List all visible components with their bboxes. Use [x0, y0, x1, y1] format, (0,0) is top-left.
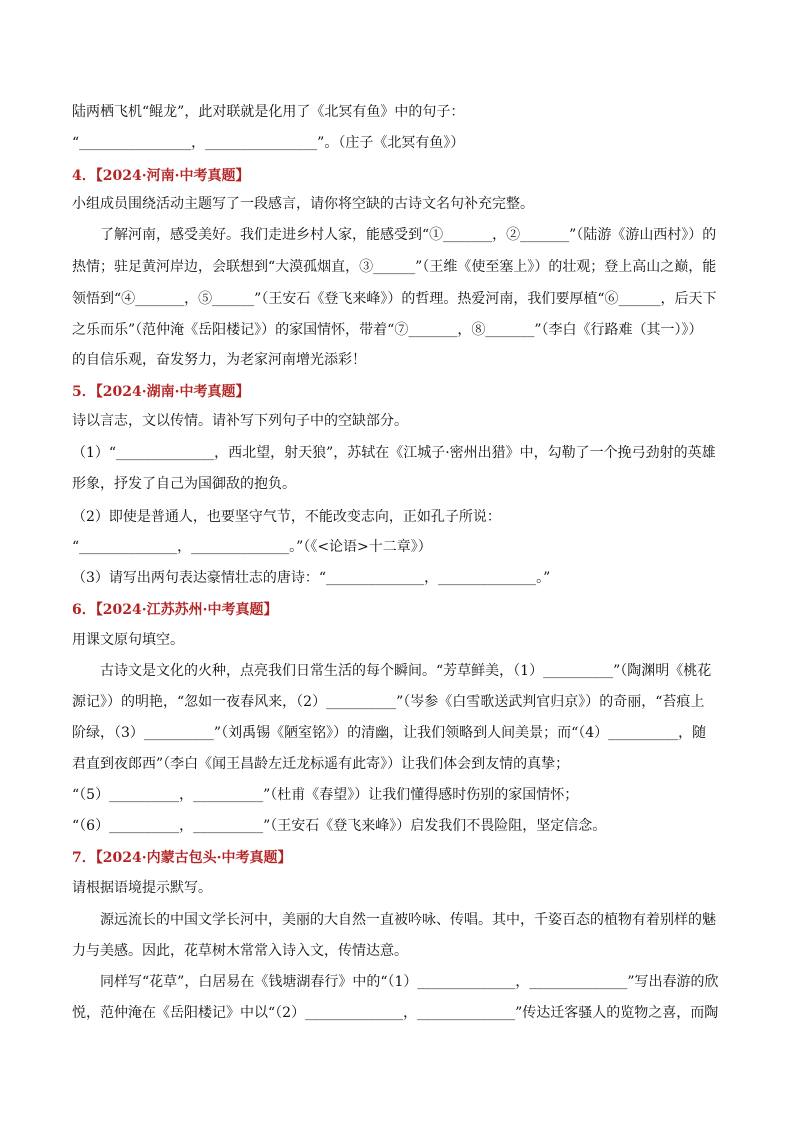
- question-6-paragraph-line: “（6）__________，__________”（王安石《登飞来峰》）启发我们不畏险阻，坚定信念。: [72, 818, 607, 834]
- question-7-paragraph-line: 悦，范仲淹在《岳阳楼记》中以“（2）______________，______________”传达迁客骚人的览物之喜，而陶: [72, 1005, 719, 1021]
- question-7-paragraph-line: 力与美感。因此，花草树木常常入诗入文，传情达意。: [72, 943, 408, 959]
- question-6-heading: 6．【2024·江苏苏州·中考真题】: [72, 602, 278, 618]
- fill-blank-line: “________________，________________”。（庄子《北冥有鱼》）: [72, 135, 465, 151]
- question-6-prompt: 用课文原句填空。: [72, 632, 184, 648]
- question-4-heading: 4．【2024·河南·中考真题】: [72, 168, 250, 184]
- text-line: 陆两栖飞机“鲲龙”，此对联就是化用了《北冥有鱼》中的句子：: [72, 104, 465, 120]
- question-4-paragraph-line: 之乐而乐”（范仲淹《岳阳楼记》）的家国情怀，带着“⑦_______，⑧_______”（李白《行路难（其一）》）: [72, 322, 703, 338]
- question-7-paragraph-line: 源远流长的中国文学长河中，美丽的大自然一直被吟咏、传唱。其中，千姿百态的植物有着别样的魅: [100, 912, 716, 928]
- question-5-heading: 5．【2024·湖南·中考真题】: [72, 384, 250, 400]
- question-7-heading: 7．【2024·内蒙古包头·中考真题】: [72, 850, 292, 866]
- question-5-item: （2）即使是普通人，也要坚守气节，不能改变志向，正如孔子所说：: [72, 509, 501, 525]
- question-4-paragraph-line: 领悟到“④_______，⑤______”（王安石《登飞来峰》）的哲理。热爱河南，我们要厚植“⑥______，后天下: [72, 291, 717, 307]
- question-5-item: （3）请写出两句表达豪情壮志的唐诗：“______________，______________。”: [72, 570, 551, 586]
- question-5-item: 形象，抒发了自己为国御敌的抱负。: [72, 476, 296, 492]
- question-5-prompt: 诗以言志，文以传情。请补写下列句子中的空缺部分。: [72, 413, 408, 429]
- question-7-paragraph-line: 同样写“花草”，白居易在《钱塘湖春行》中的“（1）______________，______________”写出春游的欣: [100, 974, 719, 990]
- question-5-item: （1）“______________，西北望，射天狼”，苏轼在《江城子·密州出猎》中，勾勒了一个挽弓劲射的英雄: [72, 445, 716, 461]
- question-4-paragraph-line: 了解河南，感受美好。我们走进乡村人家，能感受到“①_______，②_______”（陆游《游山西村》）的: [100, 227, 717, 243]
- question-5-item: “______________，______________。”（《<论语>十二章》）: [72, 539, 432, 555]
- question-7-prompt: 请根据语境提示默写。: [72, 880, 212, 896]
- question-4-prompt: 小组成员围绕活动主题写了一段感言，请你将空缺的古诗文名句补充完整。: [72, 196, 534, 212]
- question-6-paragraph-line: 阶绿，（3）__________”（刘禹锡《陋室铭》）的清幽，让我们领略到人间美景；而“（4）__________，随: [72, 725, 707, 741]
- question-4-paragraph-line: 热情；驻足黄河岸边，会联想到“大漠孤烟直，③______”（王维《使至塞上》）的壮观；登上高山之巅，能: [72, 259, 717, 275]
- question-6-paragraph-line: “（5）__________，__________”（杜甫《春望》）让我们懂得感时伤别的家国情怀；: [72, 787, 579, 803]
- question-6-paragraph-line: 君直到夜郎西”（李白《闻王昌龄左迁龙标遥有此寄》）让我们体会到友情的真挚；: [72, 756, 570, 772]
- question-6-paragraph-line: 古诗文是文化的火种，点亮我们日常生活的每个瞬间。“芳草鲜美，（1）__________”（陶渊明《桃花: [100, 663, 712, 679]
- question-4-paragraph-line: 的自信乐观，奋发努力，为老家河南增光添彩！: [72, 352, 366, 368]
- question-6-paragraph-line: 源记》）的明艳，“忽如一夜春风来，（2）__________”（岑参《白雪歌送武判官归京》）的奇丽，“苔痕上: [72, 694, 705, 710]
